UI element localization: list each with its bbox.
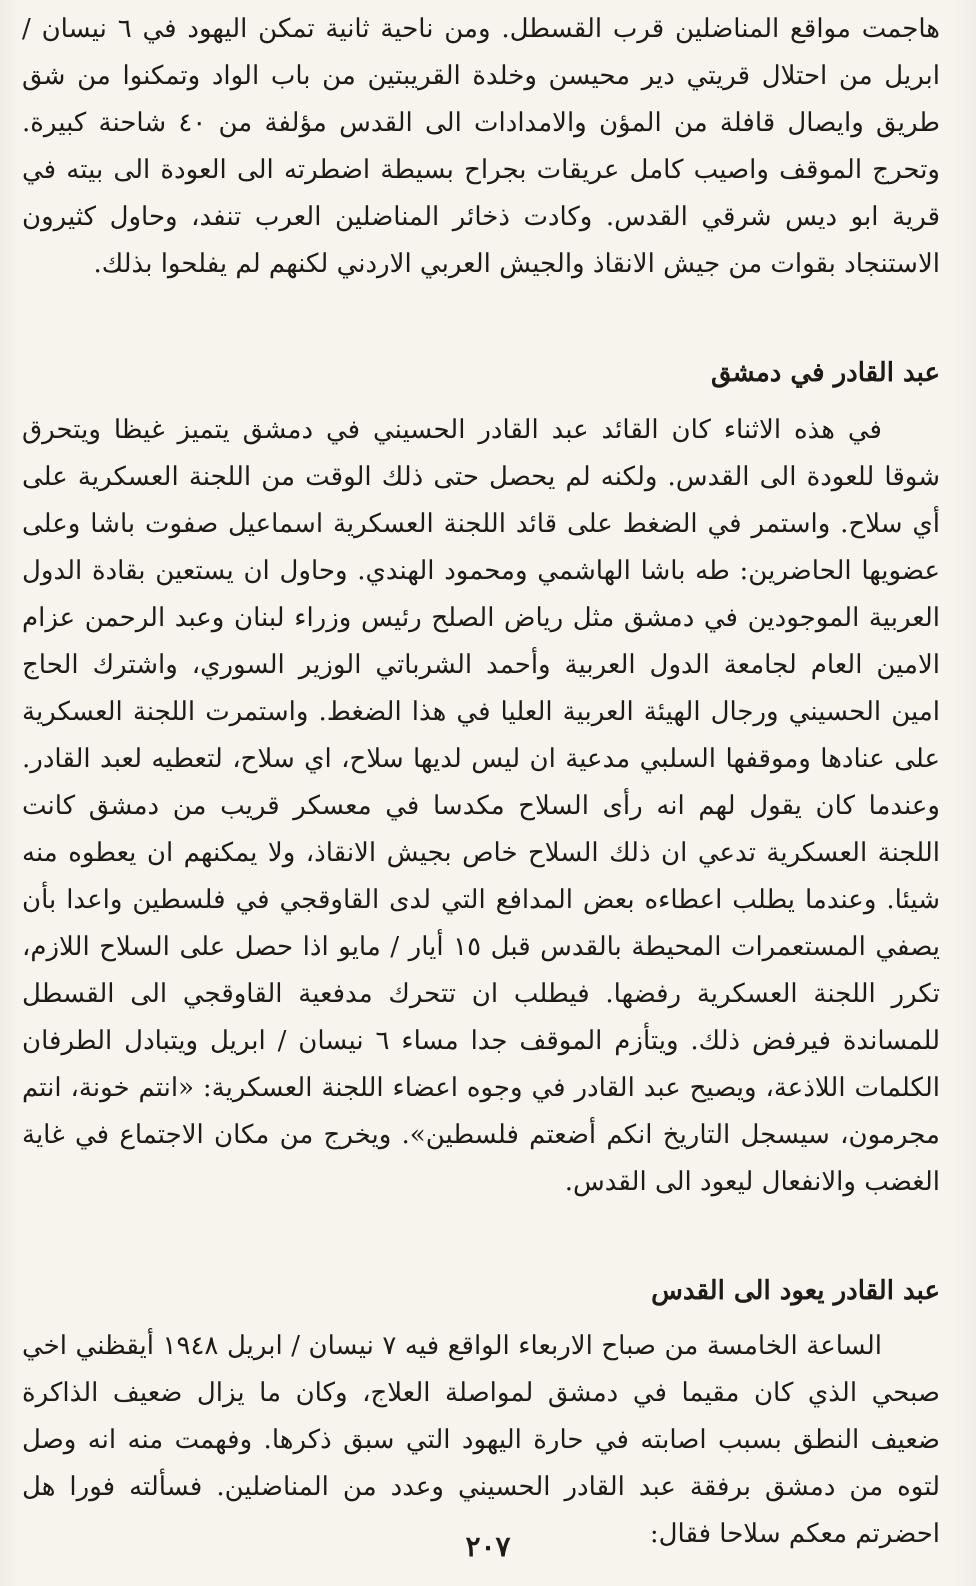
section-spacer (22, 288, 940, 350)
section-heading-return: عبد القادر يعود الى القدس (651, 1276, 940, 1306)
section-heading-damascus: عبد القادر في دمشق (711, 358, 940, 388)
section-spacer (22, 1206, 940, 1268)
damascus-paragraph: في هذه الاثناء كان القائد عبد القادر الحسيني في دمشق يتميز غيظا ويتحرق شوقا للعودة الى القدس. ولكنه لم يحصل حتى ذلك الوقت من اللجنة العسكرية على أي سلاح. واستمر في الضغط على قائد اللجنة العسكرية اسماعيل صفوت باشا وعلى عضويها الحاضرين: طه باشا الهاشمي ومحمود الهندي. وحاول ان يستعين بقادة الدول العربية الموجودين في دمشق مثل رياض الصلح رئيس وزراء لبنان وعبد الرحمن عزام الامين العام لجامعة الدول العربية وأحمد الشرباتي الوزير السوري، واشترك الحاج امين الحسيني ورجال الهيئة العربية العليا في هذا الضغط. واستمرت اللجنة العسكرية على عنادها وموقفها السلبي مدعية ان ليس لديها سلاح، اي سلاح، لتعطيه لعبد القادر. وعندما كان يقول لهم انه رأى السلاح مكدسا في معسكر قريب من دمشق كانت اللجنة العسكرية تدعي ان ذلك السلاح خاص بجيش الانقاذ، ولا يمكنهم ان يعطوه منه شيئا. وعندما يطلب اعطاءه بعض المدافع التي لدى القاوقجي في فلسطين واعدا بأن يصفي المستعمرات المحيطة بالقدس قبل ١٥ أيار / مايو اذا حصل على السلاح اللازم، تكرر اللجنة العسكرية رفضها. فيطلب ان تتحرك مدفعية القاوقجي الى القسطل للمساندة فيرفض ذلك. ويتأزم الموقف جدا مساء ٦ نيسان / ابريل ويتبادل الطرفان الكلمات اللاذعة، ويصيح عبد القادر في وجوه اعضاء اللجنة العسكرية: «انتم خونة، انتم مجرمون، سيسجل التاريخ انكم أضعتم فلسطين». ويخرج من مكان الاجتماع في غاية الغضب والانفعال ليعود الى القدس. (22, 415, 940, 1197)
page-number: ٢٠٧ (465, 1530, 511, 1563)
page-body (22, 0, 940, 1558)
opening-paragraph: هاجمت مواقع المناضلين قرب القسطل. ومن ناحية ثانية تمكن اليهود في ٦ نيسان / ابريل من احتلال قريتي دير محيسن وخلدة القريبتين من باب الواد وتمكنوا من شق طريق وايصال قافلة من المؤن والامدادات الى القدس مؤلفة من ٤٠ شاحنة كبيرة. وتحرج الموقف واصيب كامل عريقات بجراح بسيطة اضطرته الى العودة الى بيته في قرية ابو ديس شرقي القدس. وكادت ذخائر المناضلين العرب تنفد، وحاول كثيرون الاستنجاد بقوات من جيش الانقاذ والجيش العربي الاردني لكنهم لم يفلحوا بذلك. (22, 14, 940, 279)
heading-spacer (22, 1315, 940, 1323)
heading-spacer (22, 397, 940, 407)
return-paragraph: الساعة الخامسة من صباح الاربعاء الواقع فيه ٧ نيسان / ابريل ١٩٤٨ أيقظني اخي صبحي الذي كان مقيما في دمشق لمواصلة العلاج، وكان ما يزال ضعيف الذاكرة ضعيف النطق بسبب اصابته في حارة اليهود التي سبق ذكرها. وفهمت منه انه وصل لتوه من دمشق برفقة عبد القادر الحسيني وعدد من المناضلين. فسألته فورا هل احضرتم معكم سلاحا فقال: (22, 1331, 940, 1549)
